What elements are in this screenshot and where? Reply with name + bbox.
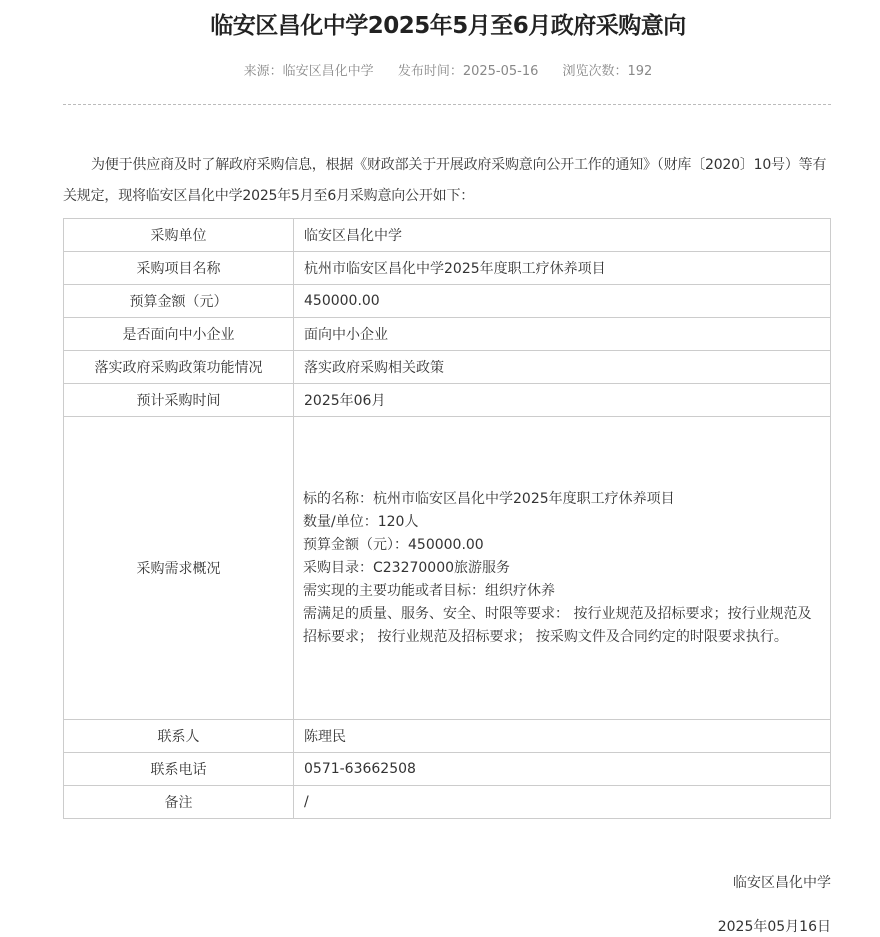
table-row-demand — [64, 417, 831, 720]
row-label: 联系电话 — [64, 753, 294, 786]
detail-line: 标的名称：杭州市临安区昌化中学2025年度职工疗休养项目 — [303, 490, 675, 507]
page-title: 临安区昌化中学2025年5月至6月政府采购意向 — [210, 13, 686, 39]
row-label: 落实政府采购政策功能情况 — [64, 351, 294, 384]
table-row — [64, 318, 831, 351]
signature: 临安区昌化中学 — [733, 875, 831, 891]
table-row — [64, 786, 831, 819]
row-label: 联系人 — [64, 720, 294, 753]
table-row — [64, 285, 831, 318]
table-row — [64, 384, 831, 417]
row-label: 是否面向中小企业 — [64, 318, 294, 351]
article-meta — [0, 62, 880, 82]
row-label: 采购单位 — [64, 219, 294, 252]
procurement-table — [63, 218, 831, 819]
row-value: 面向中小企业 — [294, 318, 831, 351]
source-text: 来源：临安区昌化中学 — [243, 64, 374, 79]
row-label: 预算金额（元） — [64, 285, 294, 318]
row-value: 0571-63662508 — [294, 753, 831, 786]
row-value: 陈理民 — [294, 720, 831, 753]
row-label: 采购项目名称 — [64, 252, 294, 285]
signature-date: 2025年05月16日 — [717, 919, 831, 935]
row-value: 落实政府采购相关政策 — [294, 351, 831, 384]
detail-line: 采购目录：C23270000旅游服务 — [303, 559, 511, 576]
row-value: 杭州市临安区昌化中学2025年度职工疗休养项目 — [294, 252, 831, 285]
row-label: 备注 — [64, 786, 294, 819]
divider — [63, 104, 831, 105]
intro-paragraph: 为便于供应商及时了解政府采购信息，根据《财政部关于开展政府采购意向公开工作的通知》（财库〔2020〕10号）等有关规定，现将临安区昌化中学2025年5月至6月采购意向公开如下： — [63, 157, 827, 204]
detail-line: 数量/单位：120人 — [303, 513, 419, 530]
detail-line: 需实现的主要功能或者目标：组织疗休养 — [303, 582, 555, 599]
table-row — [64, 351, 831, 384]
row-value: 临安区昌化中学 — [294, 219, 831, 252]
row-label: 预计采购时间 — [64, 384, 294, 417]
demand-detail-cell — [294, 417, 831, 720]
table-row — [64, 252, 831, 285]
row-value: 2025年06月 — [294, 384, 831, 417]
demand-detail — [294, 488, 830, 649]
detail-line: 需满足的质量、服务、安全、时限等要求： 按行业规范及招标要求；按行业规范及招标要求； 按行业规范及招标要求； 按采购文件及合同约定的时限要求执行。 — [303, 605, 812, 645]
detail-line: 预算金额（元）：450000.00 — [303, 536, 484, 553]
table-row — [64, 753, 831, 786]
view-count: 浏览次数：192 — [562, 64, 653, 79]
row-label: 采购需求概况 — [64, 417, 294, 720]
table-row — [64, 720, 831, 753]
row-value: / — [294, 786, 831, 819]
row-value: 450000.00 — [294, 285, 831, 318]
table-row — [64, 219, 831, 252]
publish-time: 发布时间：2025-05-16 — [397, 64, 539, 79]
